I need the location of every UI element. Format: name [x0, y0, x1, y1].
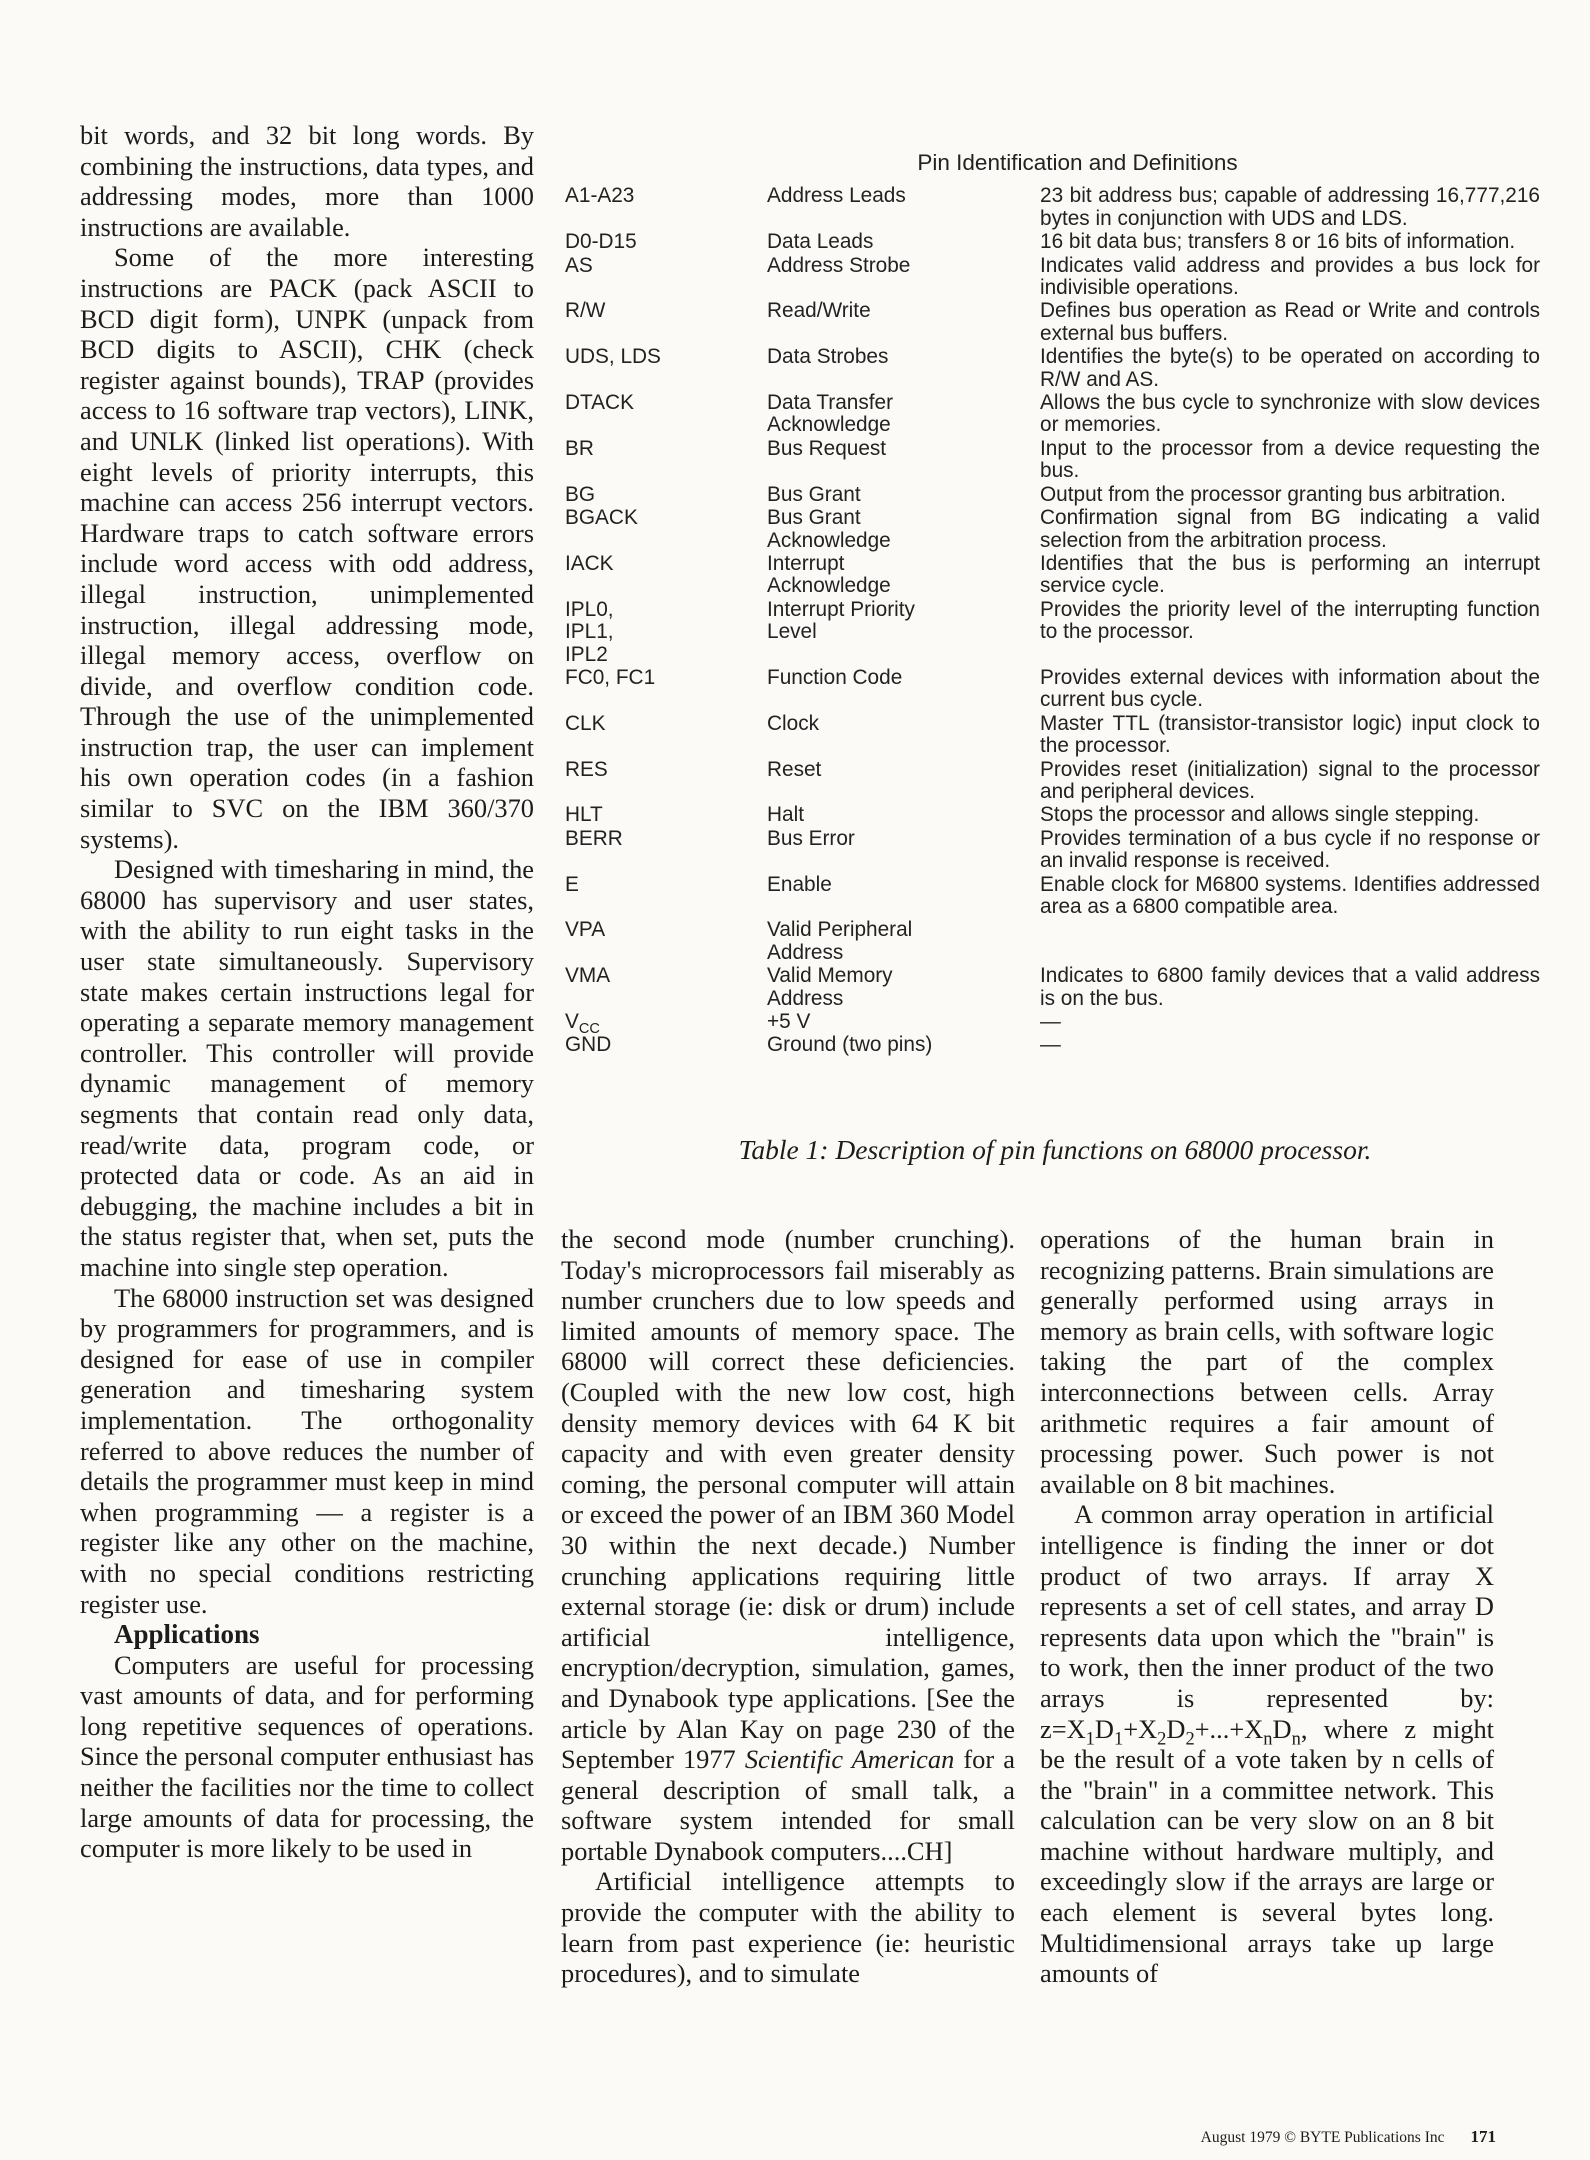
signal-name-cell: Halt	[767, 803, 804, 827]
signal-name-cell: Bus Request	[767, 436, 887, 460]
paragraph: Designed with timesharing in mind, the 68000 has supervisory and user states, with the ability to run eight tasks in the user state simultaneously. Supervisory state makes certain instructions legal for operating a separate memory management controller. This controller will provide dynamic management of memory segments that contain read only data, read/write data, program code, or protected data or code. As an aid in debugging, the machine includes a bit in the status register that, when set, puts the machine into single step operation.	[80, 854, 534, 1282]
pin-cell: BERR	[565, 826, 623, 850]
paragraph-text: A common array operation in artificial intelligence is finding the inner or dot product of two arrays. If array X represents a set of cell states, and array D represents data upon which the "brain" is to work, then the inner product of the two arrays is represented by:	[1040, 1499, 1494, 1713]
signal-name-cell: Bus Error	[767, 826, 855, 850]
table-row	[565, 507, 1545, 552]
pin-cell: D0-D15	[565, 230, 637, 254]
paragraph	[561, 1224, 1015, 1866]
pin-cell: BR	[565, 436, 594, 460]
pin-cell: BG	[565, 482, 596, 506]
paragraph-text: for a general description of small talk, a software system intended for small portable Dynabook computers....CH]	[561, 1744, 1015, 1866]
table-row	[565, 1034, 1545, 1056]
description-cell: Provides external devices with information about the current bus cycle.	[1040, 665, 1540, 712]
page-number: 171	[1470, 2127, 1496, 2146]
paragraph-text: the second mode (number crunching). Today's microprocessors fail miserably as number crunchers due to low speeds and limited amounts of memory space. The 68000 will correct these deficiencies. (Coupled with the new low cost, high density memory devices with 64 K bit capacity and with even greater density coming, the personal computer will attain or exceed the power of an IBM 360 Model 30 within the next decade.) Number crunching applications requiring little external storage (ie: disk or drum) include artificial intelligence, encryption/decryption, simulation, games, and Dynabook type applications. [See the article by Alan Kay on page 230 of the September 1977	[561, 1224, 1015, 1775]
table-row	[565, 713, 1545, 758]
signal-name-cell: Data Strobes	[767, 345, 889, 369]
signal-name-cell: Data Leads	[767, 230, 874, 254]
pin-definition-table	[565, 152, 1545, 1058]
table-row	[565, 828, 1545, 873]
description-cell: Enable clock for M6800 systems. Identifies addressed area as a 6800 compatible area.	[1040, 872, 1540, 918]
table-row	[565, 392, 1545, 437]
description-cell: Provides termination of a bus cycle if no response or an invalid response is received.	[1040, 826, 1540, 873]
signal-name-cell: Read/Write	[767, 299, 871, 323]
table-row	[565, 185, 1545, 230]
italic-title: Scientific American	[744, 1744, 955, 1775]
signal-name-cell: Ground (two pins)	[767, 1033, 933, 1057]
table-row	[565, 438, 1545, 483]
pin-cell: R/W	[565, 299, 606, 323]
table-row	[565, 759, 1545, 804]
signal-name-cell: Valid Peripheral Address	[767, 918, 913, 964]
pin-cell: A1-A23	[565, 184, 635, 208]
pin-cell: UDS, LDS	[565, 345, 661, 369]
paragraph: The 68000 instruction set was designed by programmers for programmers, and is designed for ease of use in compiler generation and timesharing system implementation. The orthogonality referred to above reduces the number of details the programmer must keep in mind when programming — a register is a register like any other on the machine, with no special conditions restricting register use.	[80, 1282, 534, 1619]
table-row	[565, 553, 1545, 598]
pin-cell: DTACK	[565, 391, 634, 415]
pin-cell: $V_{CC}$	[565, 1010, 600, 1038]
signal-name-cell: Clock	[767, 711, 820, 735]
description-cell: —	[1040, 1010, 1061, 1034]
description-cell: Input to the processor from a device requesting the bus.	[1040, 436, 1540, 483]
signal-name-cell: Interrupt Acknowledge	[767, 551, 891, 598]
pin-cell: FC0, FC1	[565, 665, 656, 689]
description-cell: Provides reset (initialization) signal to the processor and peripheral devices.	[1040, 757, 1540, 803]
table-row	[565, 804, 1545, 826]
page-footer	[1201, 2127, 1496, 2147]
table-row	[565, 667, 1545, 712]
description-cell	[1040, 919, 1540, 964]
signal-name-cell: Bus Grant	[767, 482, 861, 506]
signal-name-cell: Valid Memory Address	[767, 964, 893, 1010]
pin-cell: IACK	[565, 551, 614, 575]
table-row	[565, 231, 1545, 253]
paragraph: Computers are useful for processing vast amounts of data, and for performing long repetitive sequences of operations. Since the personal computer enthusiast has neither the facilities nor the time to collect large amounts of data for processing, the computer is more likely to be used in	[80, 1649, 534, 1864]
description-cell: Allows the bus cycle to synchronize with slow devices or memories.	[1040, 391, 1540, 437]
pin-cell: HLT	[565, 803, 603, 827]
table-row	[565, 255, 1545, 300]
pin-cell: AS	[565, 253, 593, 277]
paragraph: operations of the human brain in recognizing patterns. Brain simulations are generally performed using arrays in memory as brain cells, with software logic taking the part of the complex interconnections between cells. Array arithmetic requires a fair amount of processing power. Such power is not available on 8 bit machines.	[1040, 1224, 1494, 1499]
signal-name-cell: Data Transfer Acknowledge	[767, 391, 893, 437]
pin-cell: RES	[565, 757, 608, 781]
middle-text-column	[561, 1224, 1015, 1989]
pin-cell: VPA	[565, 918, 606, 942]
left-text-column	[80, 120, 534, 1864]
signal-name-cell: Enable	[767, 872, 832, 896]
signal-name-cell: Address Strobe	[767, 253, 911, 277]
description-cell: Indicates valid address and provides a bus lock for indivisible operations.	[1040, 253, 1540, 300]
description-cell: Identifies the byte(s) to be operated on according to R/W and AS.	[1040, 345, 1540, 391]
signal-name-cell: Bus Grant Acknowledge	[767, 506, 891, 552]
table-row	[565, 300, 1545, 345]
signal-name-cell: Interrupt Priority Level	[767, 597, 915, 644]
table-title: Pin Identification and Definitions	[917, 150, 1238, 175]
paragraph-text: where z might be the result of a vote taken by n cells of the "brain" in a committee network. This calculation can be very slow on an 8 bit machine without hardware multiply, and exceedingly slow if the arrays are large or each element is several bytes long. Multidimensional arrays take up large amounts of	[1040, 1713, 1494, 1989]
right-text-column	[1040, 1224, 1494, 1989]
signal-name-cell: Reset	[767, 757, 822, 781]
table-row	[565, 599, 1545, 666]
paragraph: Artificial intelligence attempts to provide the computer with the ability to learn from past experience (ie: heuristic procedures), and to simulate	[561, 1866, 1015, 1989]
paragraph: bit words, and 32 bit long words. By combining the instructions, data types, and addressing modes, more than 1000 instructions are available.	[80, 120, 534, 242]
footer-credit: August 1979 © BYTE Publications Inc	[1200, 2129, 1445, 2146]
table-row	[565, 1010, 1545, 1038]
description-cell: 23 bit address bus; capable of addressing 16,777,216 bytes in conjunction with UDS and LDS.	[1040, 184, 1540, 230]
section-heading-applications: Applications	[114, 1619, 260, 1650]
inner-product-formula: $z=X_1D_1+X_2D_2+...+X_nD_n$,	[1040, 1713, 1308, 1748]
table-caption: Table 1: Description of pin functions on 68000 processor.	[738, 1134, 1372, 1165]
table-row	[565, 965, 1545, 1010]
pin-cell: IPL0, IPL1, IPL2	[565, 597, 614, 666]
description-cell: Provides the priority level of the interrupting function to the processor.	[1040, 597, 1540, 644]
signal-name-cell: Address Leads	[767, 184, 906, 208]
table-body	[565, 185, 1545, 1056]
description-cell: Defines bus operation as Read or Write and controls external bus buffers.	[1040, 299, 1540, 345]
description-cell: Stops the processor and allows single stepping.	[1040, 803, 1480, 827]
paragraph: Some of the more interesting instructions are PACK (pack ASCII to BCD digit form), UNPK (unpack from BCD digits to ASCII), CHK (check register against bounds), TRAP (provides access to 16 software trap vectors), LINK, and UNLK (linked list operations). With eight levels of priority interrupts, this machine can access 256 interrupt vectors. Hardware traps to catch software errors include word access with odd address, illegal instruction, unimplemented instruction, illegal addressing mode, illegal memory access, overflow on divide, and overflow condition code. Through the use of the unimplemented instruction trap, the user can implement his own operation codes (in a fashion similar to SVC on the IBM 360/370 systems).	[80, 242, 534, 854]
description-cell: Output from the processor granting bus arbitration.	[1040, 482, 1506, 506]
pin-cell: GND	[565, 1033, 612, 1057]
signal-name-cell: +5 V	[767, 1010, 811, 1034]
description-cell: Indicates to 6800 family devices that a valid address is on the bus.	[1040, 964, 1540, 1010]
pin-cell: CLK	[565, 711, 606, 735]
description-cell: Confirmation signal from BG indicating a valid selection from the arbitration process.	[1040, 506, 1540, 552]
table-row	[565, 484, 1545, 506]
table-row	[565, 919, 1545, 964]
description-cell: 16 bit data bus; transfers 8 or 16 bits of information.	[1040, 230, 1516, 254]
description-cell: —	[1040, 1033, 1061, 1057]
signal-name-cell: Function Code	[767, 665, 903, 689]
table-row	[565, 346, 1545, 391]
pin-cell: E	[565, 872, 579, 896]
pin-cell: BGACK	[565, 506, 638, 530]
description-cell: Master TTL (transistor-transistor logic) input clock to the processor.	[1040, 711, 1540, 758]
pin-cell: VMA	[565, 964, 611, 988]
description-cell: Identifies that the bus is performing an interrupt service cycle.	[1040, 551, 1540, 598]
table-row	[565, 874, 1545, 919]
paragraph	[1040, 1499, 1494, 1989]
